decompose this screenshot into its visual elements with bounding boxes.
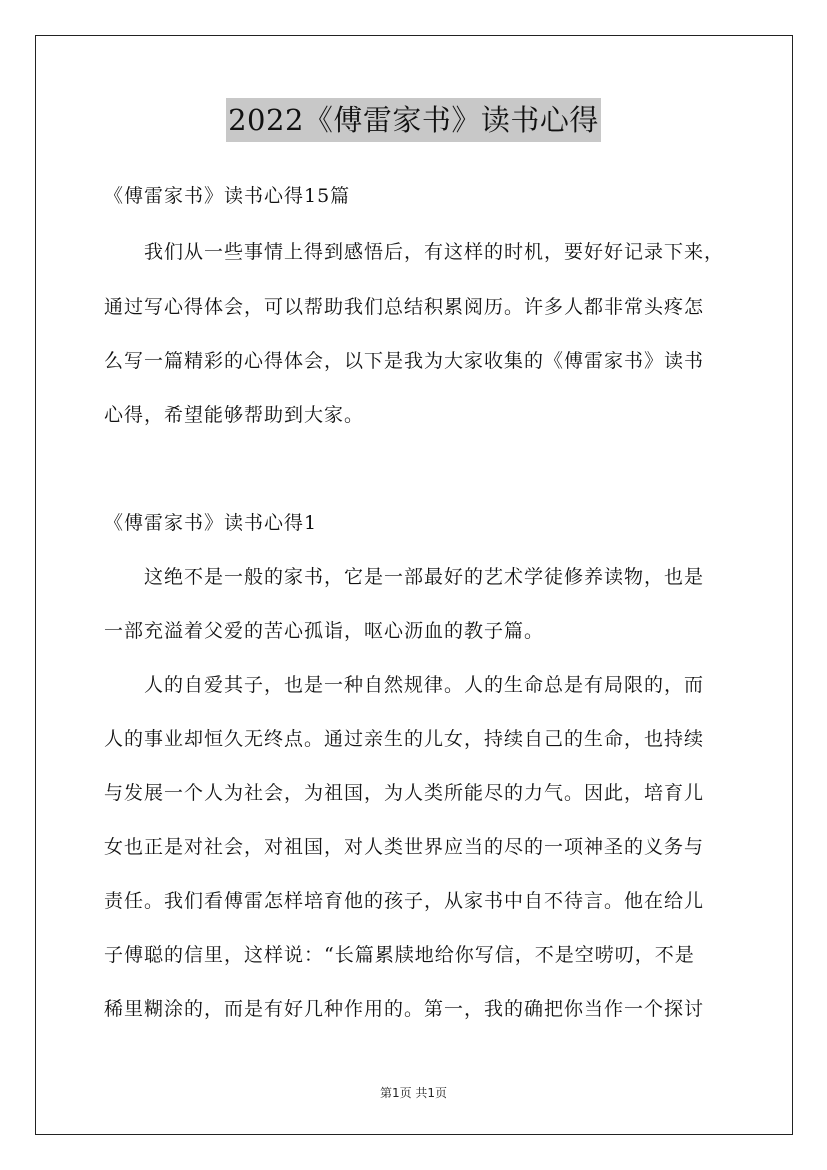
paragraph-line: 这绝不是一般的家书，它是一部最好的艺术学徒修养读物，也是 xyxy=(144,566,705,588)
document-title: 2022《傅雷家书》读书心得 xyxy=(226,98,601,142)
paragraph-line: 一部充溢着父爱的苦心孤诣，呕心沥血的教子篇。 xyxy=(104,620,545,642)
paragraph-line: 子傅聪的信里，这样说：“长篇累牍地给你写信，不是空唠叨，不是 xyxy=(104,944,695,966)
paragraph-line: 人的自爱其子，也是一种自然规律。人的生命总是有局限的，而 xyxy=(144,674,705,696)
intro-line: 心得，希望能够帮助到大家。 xyxy=(104,404,365,426)
paragraph-line: 与发展一个人为社会，为祖国，为人类所能尽的力气。因此，培育儿 xyxy=(104,782,705,804)
document-subtitle: 《傅雷家书》读书心得15篇 xyxy=(104,185,351,207)
intro-line: 么写一篇精彩的心得体会，以下是我为大家收集的《傅雷家书》读书 xyxy=(104,350,705,372)
section-heading: 《傅雷家书》读书心得1 xyxy=(104,512,318,534)
page-number: 第1页 共1页 xyxy=(379,1086,448,1100)
title-container xyxy=(0,98,827,142)
intro-line: 我们从一些事情上得到感悟后，有这样的时机，要好好记录下来， xyxy=(144,241,725,263)
paragraph-line: 女也正是对社会，对祖国，对人类世界应当的尽的一项神圣的义务与 xyxy=(104,836,705,858)
paragraph-line: 人的事业却恒久无终点。通过亲生的儿女，持续自己的生命，也持续 xyxy=(104,728,705,750)
paragraph-line: 稀里糊涂的，而是有好几种作用的。第一，我的确把你当作一个探讨 xyxy=(104,998,705,1020)
paragraph-line: 责任。我们看傅雷怎样培育他的孩子，从家书中自不待言。他在给儿 xyxy=(104,890,705,912)
intro-line: 通过写心得体会，可以帮助我们总结积累阅历。许多人都非常头疼怎 xyxy=(104,296,705,318)
